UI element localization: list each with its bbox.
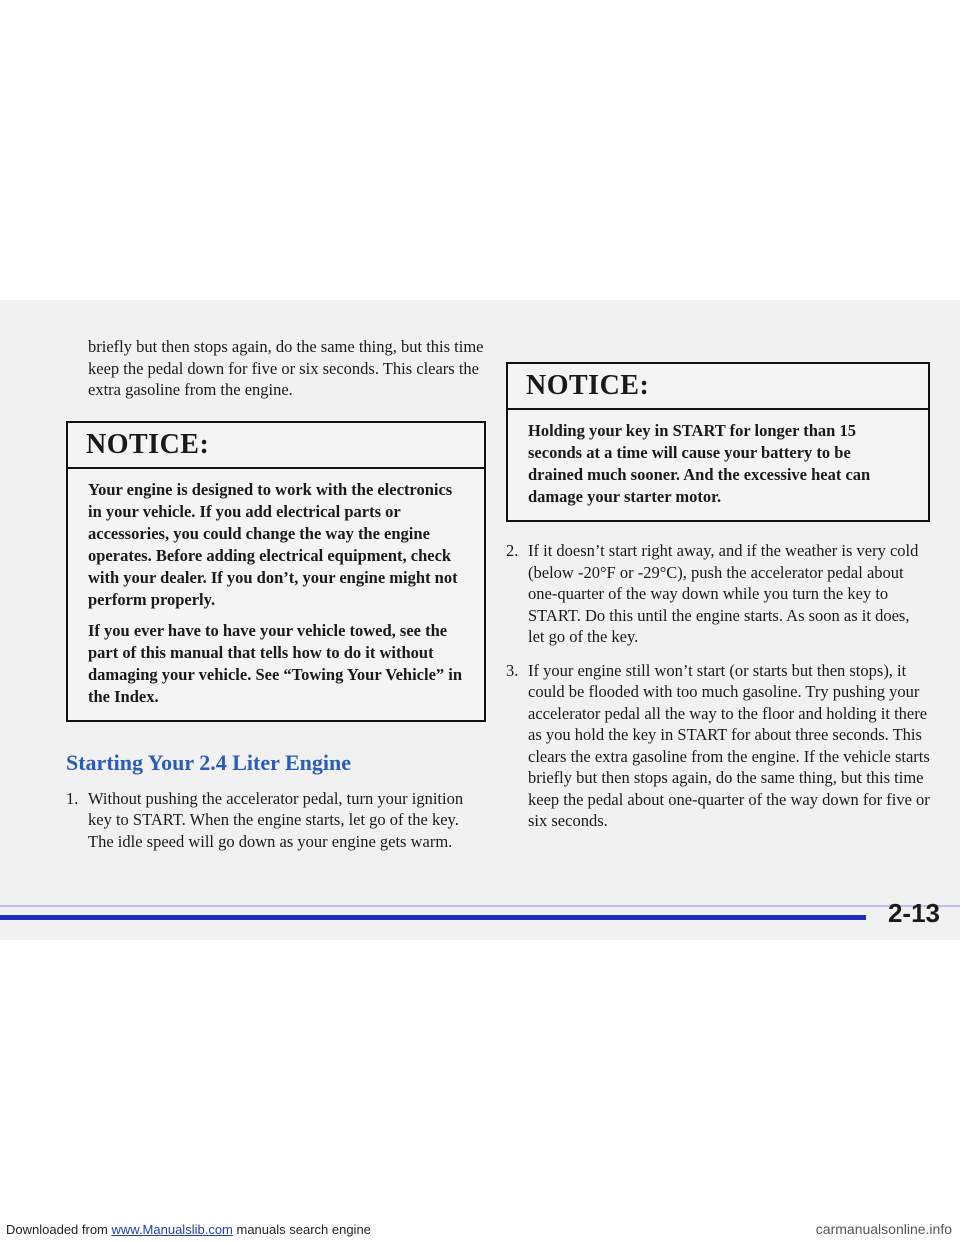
list-item [506,660,930,832]
notice-box-electrical [66,421,486,722]
download-footer: Downloaded from www.Manualslib.com manuals search engine [6,1222,371,1237]
steps-list [506,540,930,832]
left-column [66,336,486,864]
watermark: carmanualsonline.info [815,1221,952,1237]
page-footer-rule [0,893,960,943]
step-number: 3. [506,660,519,680]
step-text: If your engine still won’t start (or starts but then stops), it could be flooded with too much gasoline. Try pushing your accelerator pedal all the way to the floor and holding it there as you hold the key in START for about three seconds. This clears the extra gasoline from the engine. If the vehicle starts briefly but then stops again, do the same thing, but this time keep the pedal about one-quarter of the way down for five or six seconds. [528,660,930,830]
notice-paragraph: Your engine is designed to work with the electronics in your vehicle. If you add electrical parts or accessories, you could change the way the engine operates. Before adding electrical equipment, check with your dealer. If you don’t, your engine might not perform properly. [88,479,458,609]
intro-paragraph: briefly but then stops again, do the same thing, but this time keep the pedal down for five or six seconds. This clears the extra gasoline from the engine. [88,337,484,399]
step-text: If it doesn’t start right away, and if the weather is very cold (below -20°F or -29°C), push the accelerator pedal about one-quarter of the way down while you turn the key to START. Do this until the engine starts. As soon as it does, let go of the key. [528,541,919,646]
notice-paragraph: Holding your key in START for longer than 15 seconds at a time will cause your battery to be drained much sooner. And the excessive heat can damage your starter motor. [528,421,871,506]
section-title: Starting Your 2.4 Liter Engine [66,749,352,775]
step-number: 2. [506,541,519,560]
right-column [506,362,930,844]
divider [0,905,960,907]
divider [0,915,866,920]
list-item [506,540,930,648]
steps-list [66,788,486,853]
step-text: Without pushing the accelerator pedal, turn your ignition key to START. When the engine starts, let go of the key. The idle speed will go down as your engine gets warm. [88,788,464,851]
step-number: 1. [66,788,79,808]
notice-box-starter [506,362,930,522]
notice-paragraph: If you ever have to have your vehicle towed, see the part of this manual that tells how to do it without damaging your vehicle. See “Towing Your Vehicle” in the Index. [88,620,463,706]
page-number: 2-13 [887,898,940,928]
list-item [66,788,486,853]
manualslib-link[interactable]: www.Manualslib.com [111,1222,233,1237]
notice-title: NOTICE: [508,364,928,410]
notice-title: NOTICE: [68,423,484,469]
